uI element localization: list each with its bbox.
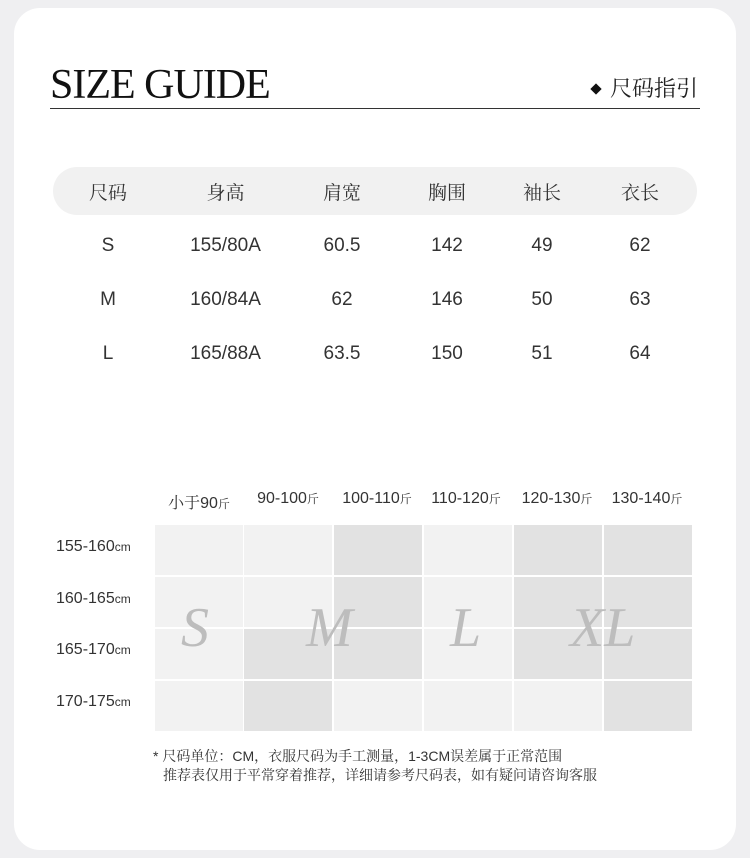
table-cell: 60.5 bbox=[323, 235, 361, 256]
weight-header bbox=[512, 490, 602, 508]
table-cell: 63 bbox=[629, 289, 651, 310]
header-cell: 袖长 bbox=[522, 181, 561, 204]
weight-header bbox=[421, 490, 511, 508]
fit-cell bbox=[514, 525, 602, 575]
footnote-line-1: * 尺码单位：CM，衣服尺码为手工测量，1-3CM误差属于正常范围 bbox=[153, 748, 563, 764]
size-label-m: M bbox=[306, 597, 353, 659]
fit-cell bbox=[424, 681, 512, 731]
table-cell: 50 bbox=[531, 289, 553, 310]
header-cell: 肩宽 bbox=[322, 181, 361, 204]
weight-value: 小于90 bbox=[168, 495, 218, 512]
size-table-header bbox=[53, 167, 697, 215]
size-label-xl: XL bbox=[570, 597, 636, 659]
table-cell: 62 bbox=[331, 289, 353, 310]
fit-cell bbox=[244, 525, 332, 575]
size-table bbox=[53, 167, 697, 381]
table-cell: 51 bbox=[531, 343, 553, 364]
height-unit: cm bbox=[114, 695, 131, 709]
table-row bbox=[53, 327, 697, 381]
height-value: 165-170 bbox=[56, 641, 115, 658]
fit-cell bbox=[334, 681, 422, 731]
table-row bbox=[53, 273, 697, 327]
table-cell: 63.5 bbox=[323, 343, 361, 364]
height-header bbox=[56, 538, 156, 556]
size-label-l: L bbox=[450, 597, 482, 659]
fit-cell bbox=[424, 525, 512, 575]
height-header bbox=[56, 590, 156, 608]
height-value: 155-160 bbox=[56, 538, 115, 555]
table-cell: 155/80A bbox=[190, 235, 261, 256]
height-value: 170-175 bbox=[56, 693, 115, 710]
table-cell: 62 bbox=[629, 235, 651, 256]
header-cell: 尺码 bbox=[88, 181, 127, 204]
weight-value: 130-140 bbox=[611, 490, 671, 507]
weight-value: 100-110 bbox=[342, 490, 400, 507]
table-cell: 165/88A bbox=[190, 343, 261, 364]
subtitle-text: 尺码指引 bbox=[609, 76, 698, 101]
table-cell: 160/84A bbox=[190, 289, 261, 310]
weight-unit: 斤 bbox=[488, 492, 501, 506]
height-unit: cm bbox=[114, 643, 131, 657]
title-divider bbox=[50, 108, 700, 109]
table-cell: 64 bbox=[629, 343, 651, 364]
height-unit: cm bbox=[114, 540, 131, 554]
fit-cell bbox=[334, 525, 422, 575]
fit-cell bbox=[604, 525, 692, 575]
table-cell: 146 bbox=[431, 289, 463, 310]
weight-unit: 斤 bbox=[399, 492, 412, 506]
fit-cell bbox=[604, 681, 692, 731]
weight-unit: 斤 bbox=[670, 492, 683, 506]
table-cell: 49 bbox=[531, 235, 553, 256]
header-cell: 衣长 bbox=[620, 181, 659, 204]
fit-cell bbox=[244, 681, 332, 731]
fit-cell bbox=[155, 681, 243, 731]
weight-header bbox=[602, 490, 692, 508]
table-cell: 142 bbox=[431, 235, 463, 256]
weight-unit: 斤 bbox=[217, 497, 230, 511]
footnote-line-2: 推荐表仅用于平常穿着推荐，详细请参考尺码表，如有疑问请咨询客服 bbox=[163, 767, 597, 783]
diamond-icon bbox=[590, 83, 601, 94]
weight-header bbox=[243, 490, 333, 508]
fit-cell bbox=[155, 525, 243, 575]
table-cell: L bbox=[102, 343, 114, 364]
weight-value: 90-100 bbox=[257, 490, 307, 507]
header-cell: 身高 bbox=[206, 181, 245, 204]
header-cell: 胸围 bbox=[427, 181, 466, 204]
table-row bbox=[53, 219, 697, 273]
table-cell: S bbox=[101, 235, 115, 256]
size-label-s: S bbox=[181, 597, 209, 659]
weight-header bbox=[332, 490, 422, 508]
weight-unit: 斤 bbox=[580, 492, 593, 506]
weight-header bbox=[154, 490, 244, 513]
footnote bbox=[153, 747, 597, 785]
fit-cell bbox=[514, 681, 602, 731]
height-header bbox=[56, 693, 156, 711]
page-subtitle bbox=[592, 75, 698, 103]
height-value: 160-165 bbox=[56, 590, 115, 607]
weight-unit: 斤 bbox=[306, 492, 319, 506]
height-unit: cm bbox=[114, 592, 131, 606]
page-title: SIZE GUIDE bbox=[50, 62, 270, 108]
height-header bbox=[56, 641, 156, 659]
weight-value: 110-120 bbox=[431, 490, 489, 507]
weight-value: 120-130 bbox=[521, 490, 581, 507]
table-cell: 150 bbox=[431, 343, 463, 364]
table-cell: M bbox=[100, 289, 116, 310]
